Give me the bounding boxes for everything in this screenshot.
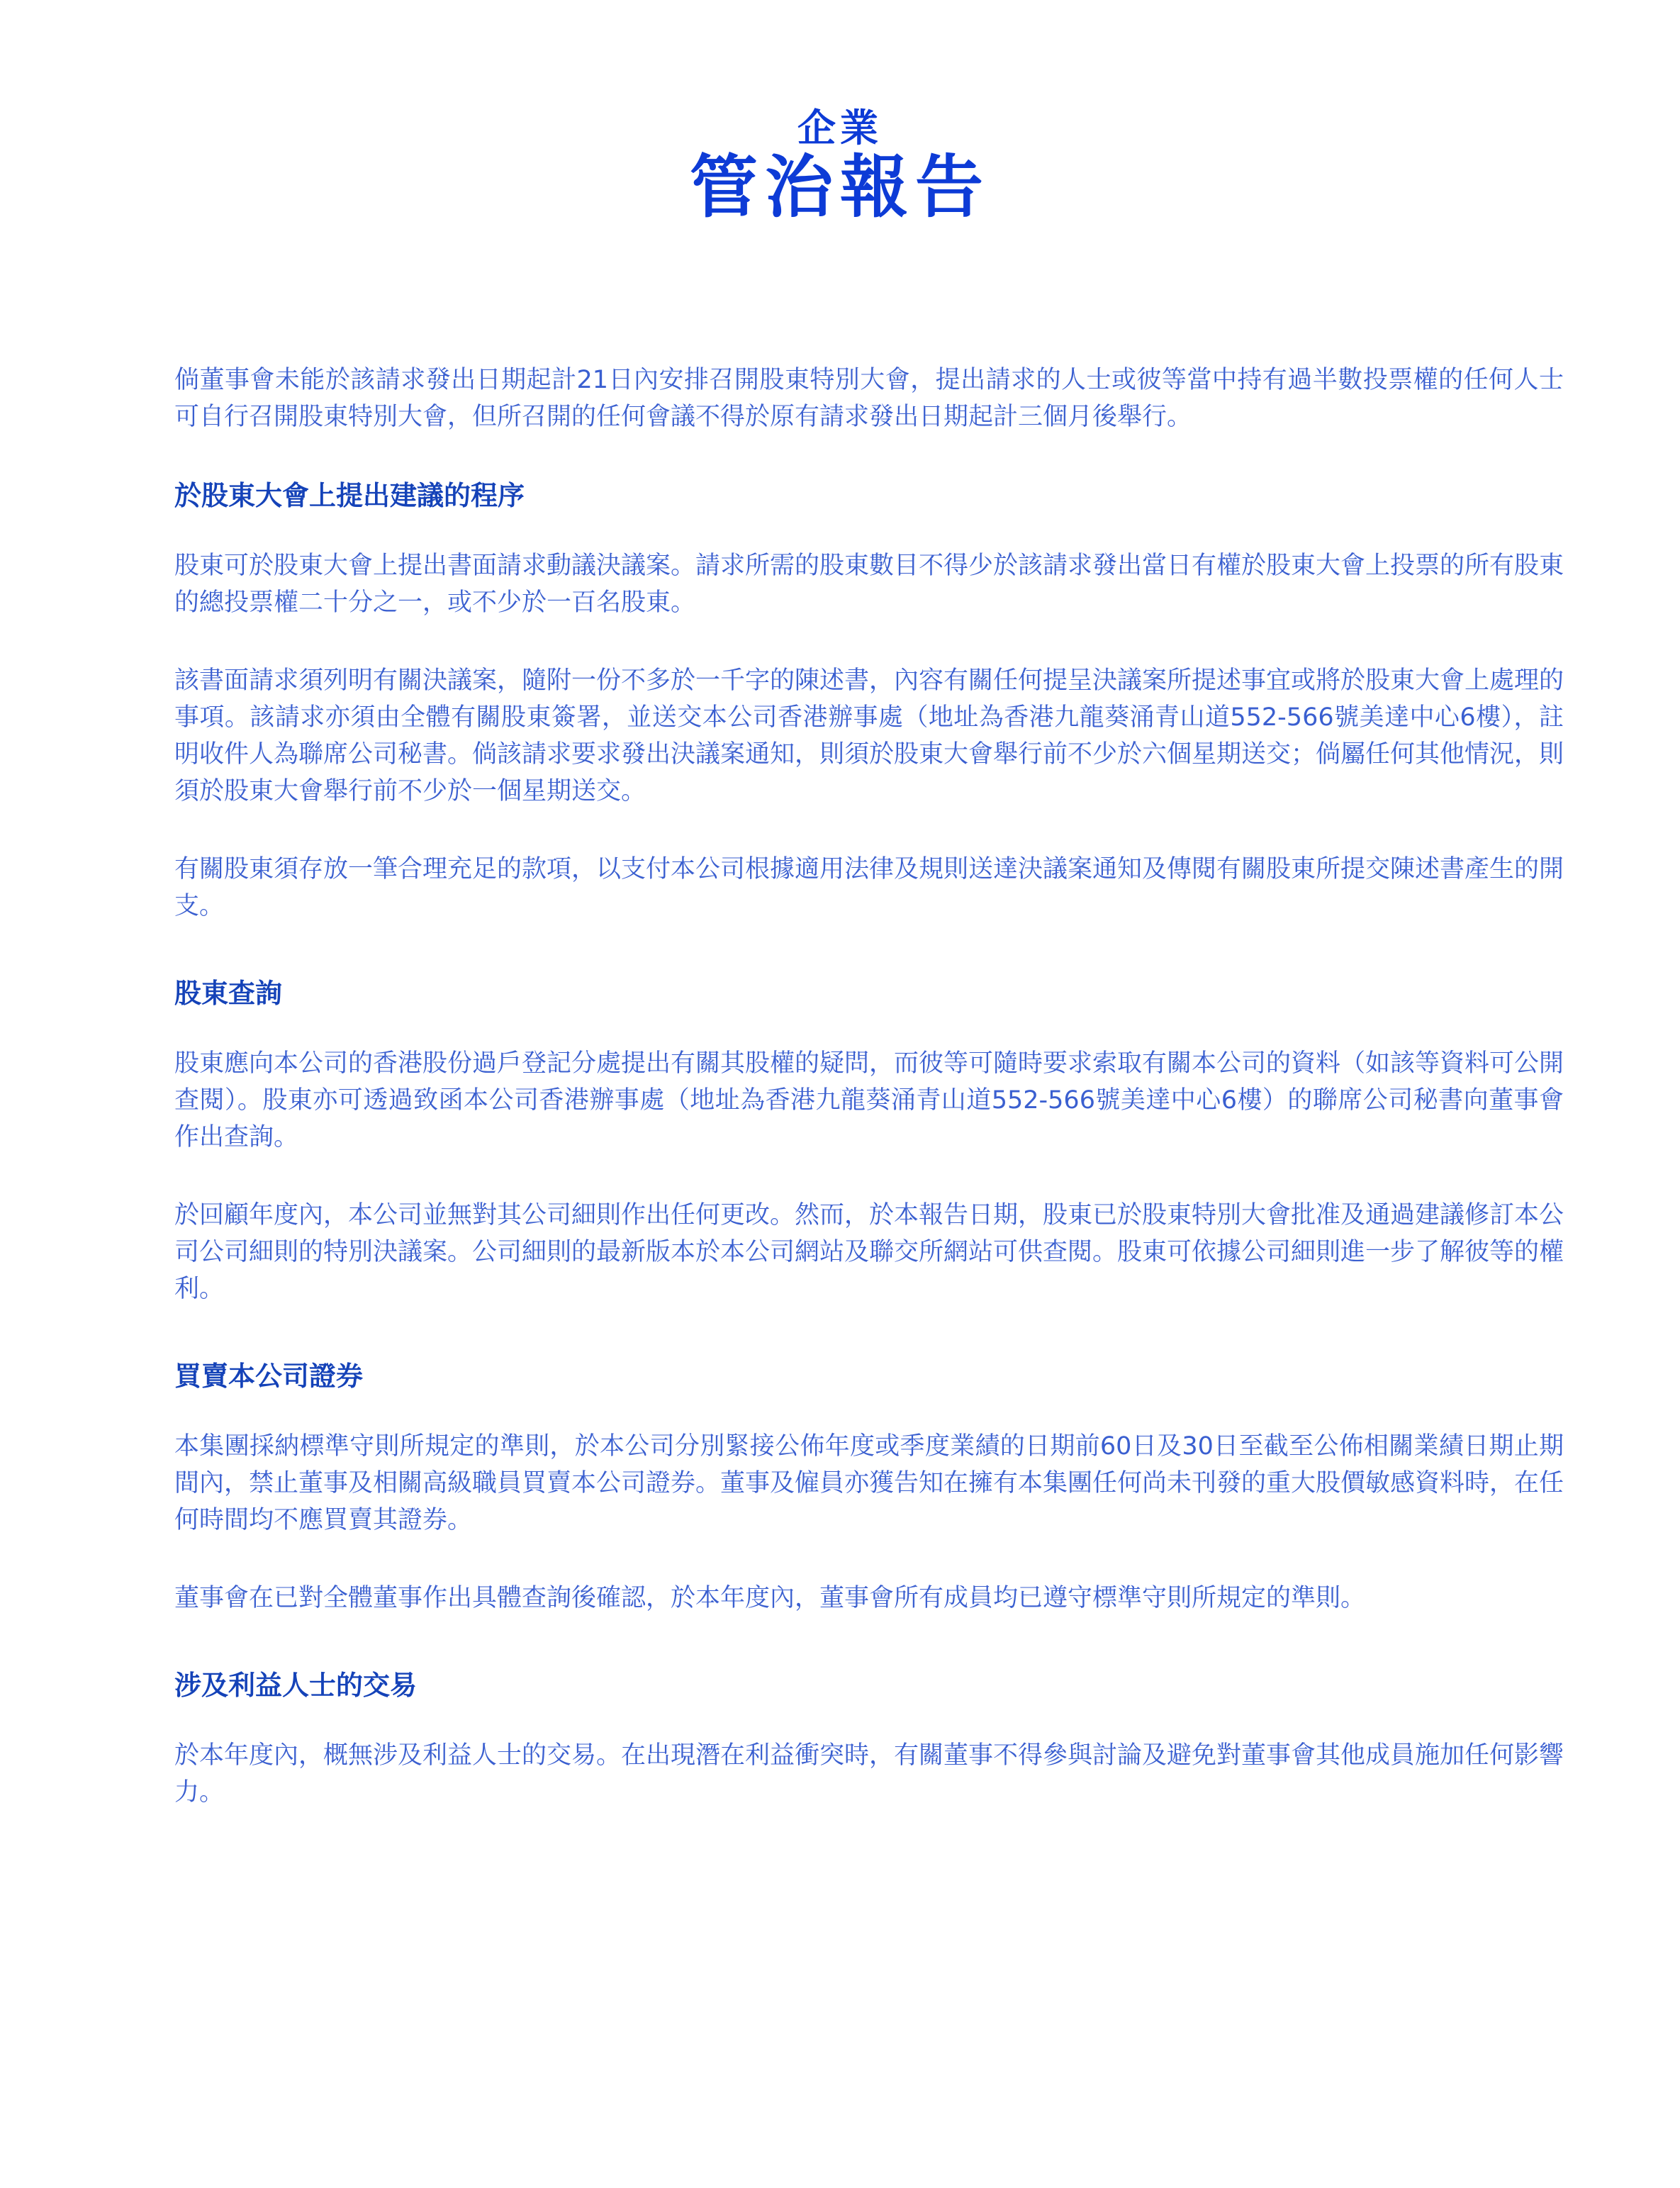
paragraph: 董事會在已對全體董事作出具體查詢後確認，於本年度內，董事會所有成員均已遵守標準守則所規定的準則。 (174, 1584, 1366, 1612)
intro-paragraph: 倘董事會未能於該請求發出日期起計21日內安排召開股東特別大會，提出請求的人士或彼等當中持有過半數投票權的任何人士可自行召開股東特別大會，但所召開的任何會議不得於原有請求發出日期起計三個月後舉行。 (174, 366, 1564, 431)
section-heading: 於股東大會上提出建議的程序 (174, 480, 525, 511)
paragraph: 於回顧年度內，本公司並無對其公司細則作出任何更改。然而，於本報告日期，股東已於股東特別大會批准及通過建議修訂本公司公司細則的特別決議案。公司細則的最新版本於本公司網站及聯交所網站可供查閱。股東可依據公司細則進一步了解彼等的權利。 (174, 1201, 1564, 1303)
paragraph: 該書面請求須列明有關決議案，隨附一份不多於一千字的陳述書，內容有關任何提呈決議案所提述事宜或將於股東大會上處理的事項。該請求亦須由全體有關股東簽署，並送交本公司香港辦事處（地址為香港九龍葵涌青山道552-566號美達中心6樓），註明收件人為聯席公司秘書。倘該請求要求發出決議案通知，則須於股東大會舉行前不少於六個星期送交；倘屬任何其他情況，則須於股東大會舉行前不少於一個星期送交。 (174, 666, 1564, 805)
section-heading: 股東查詢 (174, 978, 283, 1009)
section-heading: 買賣本公司證券 (174, 1361, 364, 1392)
header-kicker: 企業 (797, 106, 883, 150)
section-securities-dealing (174, 1357, 1564, 1617)
section-shareholder-enquiries (174, 974, 1564, 1307)
paragraph: 於本年度內，概無涉及利益人士的交易。在出現潛在利益衝突時，有關董事不得參與討論及避免對董事會其他成員施加任何影響力。 (174, 1741, 1564, 1807)
section-proposals (174, 476, 1564, 925)
paragraph: 股東應向本公司的香港股份過戶登記分處提出有關其股權的疑問，而彼等可隨時要求索取有關本公司的資料（如該等資料可公開查閱）。股東亦可透過致函本公司香港辦事處（地址為香港九龍葵涌青山道552-566號美達中心6樓）的聯席公司秘書向董事會作出查詢。 (174, 1049, 1564, 1151)
section-heading: 涉及利益人士的交易 (174, 1670, 418, 1701)
section-interested-party-transactions (174, 1666, 1564, 1811)
paragraph: 本集團採納標準守則所規定的準則，於本公司分別緊接公佈年度或季度業績的日期前60日及30日至截至公佈相關業績日期止期間內，禁止董事及相關高級職員買賣本公司證券。董事及僱員亦獲告知在擁有本集團任何尚未刊發的重大股價敏感資料時，在任何時間均不應買賣其證券。 (174, 1432, 1564, 1534)
page-header (0, 106, 1680, 227)
page-title: 管治報告 (690, 147, 990, 227)
paragraph: 股東可於股東大會上提出書面請求動議決議案。請求所需的股東數目不得少於該請求發出當日有權於股東大會上投票的所有股東的總投票權二十分之一，或不少於一百名股東。 (174, 552, 1564, 617)
paragraph: 有關股東須存放一筆合理充足的款項，以支付本公司根據適用法律及規則送達決議案通知及傳閱有關股東所提交陳述書產生的開支。 (174, 855, 1564, 920)
document-body (174, 362, 1564, 1852)
